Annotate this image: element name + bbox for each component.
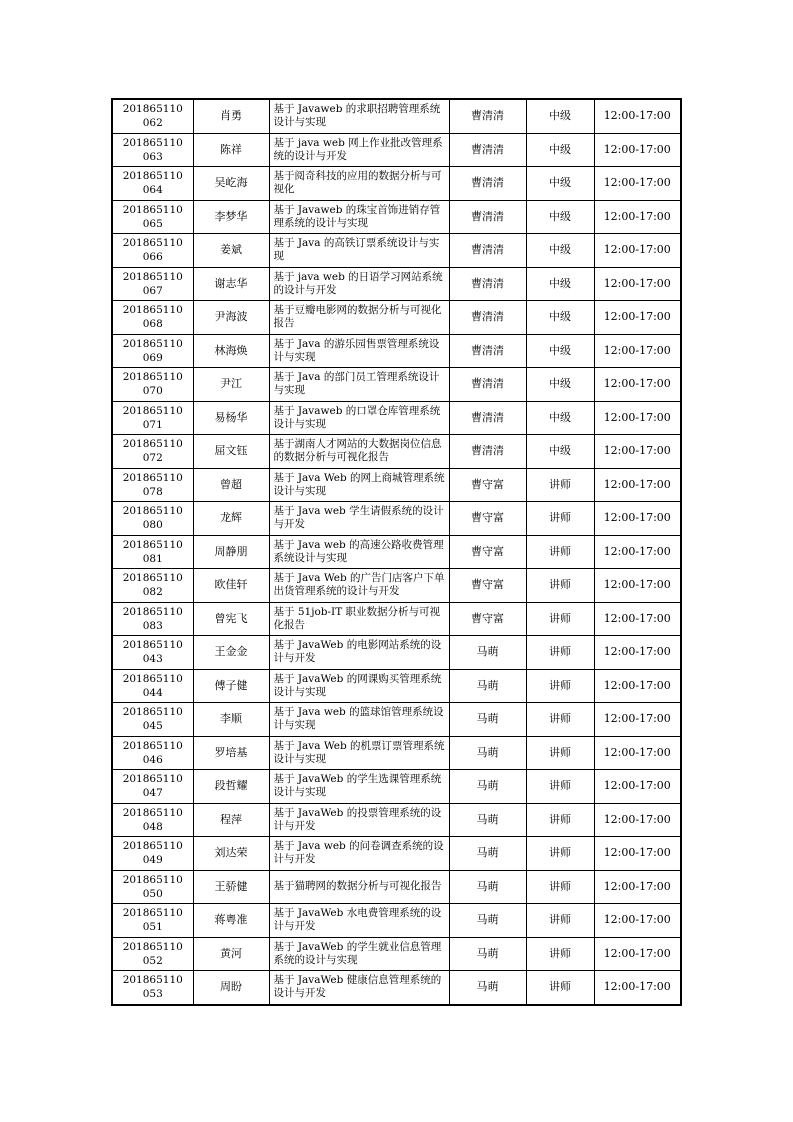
advisor-cell: 马萌 [449,770,526,804]
time-slot-cell: 12:00-17:00 [594,669,681,703]
time-slot-cell: 12:00-17:00 [594,401,681,435]
thesis-topic-cell: 基于 Java Web 的机票订票管理系统设计与实现 [269,736,449,770]
student-id-line2: 065 [142,217,163,230]
student-name-cell: 段哲耀 [193,770,269,804]
thesis-topic-cell: 基于 JavaWeb 的网课购买管理系统设计与实现 [269,669,449,703]
student-id-line1: 201865110 [122,371,183,384]
student-id-line2: 045 [142,720,163,733]
thesis-topic-cell: 基于 Java web 学生请假系统的设计与开发 [269,502,449,536]
student-id-line1: 201865110 [122,304,183,317]
time-slot-cell: 12:00-17:00 [594,435,681,469]
advisor-cell: 马萌 [449,669,526,703]
student-id-line1: 201865110 [122,840,183,853]
student-id-line2: 071 [142,418,163,431]
table-row [112,669,681,703]
student-id-cell [112,334,193,368]
student-id-line2: 047 [142,787,163,800]
student-name-cell: 易杨华 [193,401,269,435]
table-row [112,904,681,938]
student-id-line1: 201865110 [122,974,183,987]
student-name-cell: 刘达荣 [193,837,269,871]
table-row [112,535,681,569]
time-slot-cell: 12:00-17:00 [594,803,681,837]
thesis-topic-cell: 基于 JavaWeb 的学生选课管理系统设计与实现 [269,770,449,804]
time-slot-cell: 12:00-17:00 [594,971,681,1005]
advisor-title-cell: 中级 [526,133,594,167]
time-slot-cell: 12:00-17:00 [594,636,681,670]
time-slot-cell: 12:00-17:00 [594,904,681,938]
student-id-line1: 201865110 [122,471,183,484]
advisor-cell: 曹清清 [449,435,526,469]
thesis-topic-cell: 基于 JavaWeb 的电影网站系统的设计与开发 [269,636,449,670]
student-id-cell [112,234,193,268]
advisor-title-cell: 讲师 [526,703,594,737]
student-id-cell [112,200,193,234]
advisor-title-cell: 讲师 [526,870,594,904]
thesis-topic-cell: 基于湖南人才网站的大数据岗位信息的数据分析与可视化报告 [269,435,449,469]
student-name-cell: 龙辉 [193,502,269,536]
student-id-line2: 064 [142,184,163,197]
time-slot-cell: 12:00-17:00 [594,535,681,569]
student-id-line2: 062 [142,117,163,130]
advisor-title-cell: 中级 [526,401,594,435]
student-id-line1: 201865110 [122,438,183,451]
student-id-line1: 201865110 [122,672,183,685]
student-id-cell [112,736,193,770]
student-id-cell [112,535,193,569]
time-slot-cell: 12:00-17:00 [594,870,681,904]
table-row [112,636,681,670]
student-id-line2: 052 [142,954,163,967]
table-row [112,167,681,201]
time-slot-cell: 12:00-17:00 [594,368,681,402]
thesis-topic-cell: 基于 JavaWeb 的投票管理系统的设计与开发 [269,803,449,837]
student-name-cell: 曾超 [193,468,269,502]
table-row [112,602,681,636]
advisor-cell: 曹守富 [449,468,526,502]
advisor-title-cell: 中级 [526,334,594,368]
student-name-cell: 王金金 [193,636,269,670]
table-row [112,502,681,536]
time-slot-cell: 12:00-17:00 [594,837,681,871]
advisor-title-cell: 讲师 [526,502,594,536]
time-slot-cell: 12:00-17:00 [594,736,681,770]
advisor-cell: 曹清清 [449,99,526,133]
advisor-cell: 马萌 [449,636,526,670]
table-row [112,334,681,368]
student-id-line1: 201865110 [122,538,183,551]
student-name-cell: 屈文钰 [193,435,269,469]
student-id-line2: 070 [142,385,163,398]
student-name-cell: 李梦华 [193,200,269,234]
student-name-cell: 尹海波 [193,301,269,335]
schedule-table-body [112,99,681,1005]
student-name-cell: 吴屹海 [193,167,269,201]
student-id-cell [112,602,193,636]
table-row [112,468,681,502]
student-id-cell [112,770,193,804]
advisor-title-cell: 讲师 [526,904,594,938]
advisor-cell: 曹守富 [449,602,526,636]
student-id-cell [112,267,193,301]
student-id-cell [112,502,193,536]
student-id-line1: 201865110 [122,773,183,786]
student-name-cell: 王骄健 [193,870,269,904]
advisor-cell: 曹清清 [449,401,526,435]
advisor-title-cell: 中级 [526,301,594,335]
student-id-line2: 078 [142,485,163,498]
time-slot-cell: 12:00-17:00 [594,200,681,234]
thesis-topic-cell: 基于豆瓣电影网的数据分析与可视化报告 [269,301,449,335]
student-id-line1: 201865110 [122,639,183,652]
table-row [112,803,681,837]
thesis-topic-cell: 基于 Java Web 的广告门店客户下单出货管理系统的设计与开发 [269,569,449,603]
student-id-cell [112,703,193,737]
student-id-line1: 201865110 [122,706,183,719]
time-slot-cell: 12:00-17:00 [594,468,681,502]
time-slot-cell: 12:00-17:00 [594,301,681,335]
thesis-topic-cell: 基于 java web 网上作业批改管理系统的设计与开发 [269,133,449,167]
advisor-cell: 曹清清 [449,200,526,234]
table-row [112,435,681,469]
student-name-cell: 曾宪飞 [193,602,269,636]
time-slot-cell: 12:00-17:00 [594,937,681,971]
time-slot-cell: 12:00-17:00 [594,703,681,737]
thesis-topic-cell: 基于 Java web 的问卷调查系统的设计与开发 [269,837,449,871]
student-id-cell [112,870,193,904]
table-row [112,234,681,268]
student-id-line2: 046 [142,753,163,766]
thesis-topic-cell: 基于 Java 的高铁订票系统设计与实现 [269,234,449,268]
thesis-topic-cell: 基于 java web 的日语学习网站系统的设计与开发 [269,267,449,301]
student-name-cell: 周静朋 [193,535,269,569]
student-id-line2: 067 [142,284,163,297]
advisor-cell: 马萌 [449,971,526,1005]
advisor-cell: 曹守富 [449,535,526,569]
advisor-cell: 马萌 [449,837,526,871]
thesis-topic-cell: 基于 Java web 的高速公路收费管理系统设计与实现 [269,535,449,569]
student-name-cell: 李顺 [193,703,269,737]
table-row [112,200,681,234]
table-row [112,569,681,603]
table-row [112,368,681,402]
student-id-cell [112,99,193,133]
time-slot-cell: 12:00-17:00 [594,334,681,368]
student-id-cell [112,803,193,837]
student-id-line1: 201865110 [122,806,183,819]
student-id-cell [112,133,193,167]
student-id-cell [112,837,193,871]
advisor-cell: 曹清清 [449,133,526,167]
advisor-cell: 曹清清 [449,301,526,335]
student-id-line2: 048 [142,820,163,833]
student-id-cell [112,435,193,469]
student-id-line2: 068 [142,318,163,331]
student-id-line2: 069 [142,351,163,364]
student-id-line1: 201865110 [122,907,183,920]
student-name-cell: 蒋粤准 [193,904,269,938]
advisor-title-cell: 中级 [526,167,594,201]
time-slot-cell: 12:00-17:00 [594,569,681,603]
advisor-title-cell: 中级 [526,200,594,234]
student-id-line1: 201865110 [122,237,183,250]
student-name-cell: 黄河 [193,937,269,971]
student-id-line1: 201865110 [122,103,183,116]
student-id-line2: 082 [142,586,163,599]
advisor-cell: 马萌 [449,904,526,938]
student-id-line1: 201865110 [122,170,183,183]
student-name-cell: 姜斌 [193,234,269,268]
student-id-line2: 053 [142,988,163,1001]
advisor-title-cell: 讲师 [526,535,594,569]
advisor-cell: 马萌 [449,870,526,904]
student-id-line1: 201865110 [122,136,183,149]
student-name-cell: 肖勇 [193,99,269,133]
student-id-line2: 072 [142,452,163,465]
time-slot-cell: 12:00-17:00 [594,99,681,133]
thesis-topic-cell: 基于 Javaweb 的口罩仓库管理系统设计与实现 [269,401,449,435]
student-id-line2: 081 [142,552,163,565]
thesis-topic-cell: 基于阅奇科技的应用的数据分析与可视化 [269,167,449,201]
advisor-title-cell: 讲师 [526,803,594,837]
time-slot-cell: 12:00-17:00 [594,234,681,268]
advisor-title-cell: 中级 [526,435,594,469]
table-row [112,736,681,770]
student-name-cell: 林海焕 [193,334,269,368]
student-id-cell [112,971,193,1005]
advisor-title-cell: 讲师 [526,736,594,770]
table-row [112,971,681,1005]
student-id-cell [112,468,193,502]
thesis-topic-cell: 基于 JavaWeb 的学生就业信息管理系统的设计与实现 [269,937,449,971]
student-id-cell [112,937,193,971]
thesis-topic-cell: 基于 51job-IT 职业数据分析与可视化报告 [269,602,449,636]
advisor-title-cell: 讲师 [526,971,594,1005]
table-row [112,301,681,335]
thesis-topic-cell: 基于 Java web 的篮球馆管理系统设计与实现 [269,703,449,737]
student-id-cell [112,636,193,670]
thesis-topic-cell: 基于 Javaweb 的珠宝首饰进销存管理系统的设计与实现 [269,200,449,234]
time-slot-cell: 12:00-17:00 [594,602,681,636]
advisor-title-cell: 讲师 [526,569,594,603]
table-row [112,133,681,167]
student-name-cell: 周盼 [193,971,269,1005]
advisor-title-cell: 讲师 [526,468,594,502]
table-row [112,770,681,804]
thesis-topic-cell: 基于 JavaWeb 健康信息管理系统的设计与开发 [269,971,449,1005]
student-name-cell: 尹江 [193,368,269,402]
advisor-title-cell: 讲师 [526,602,594,636]
student-id-line2: 083 [142,619,163,632]
advisor-cell: 马萌 [449,803,526,837]
advisor-cell: 马萌 [449,736,526,770]
student-id-line1: 201865110 [122,203,183,216]
time-slot-cell: 12:00-17:00 [594,502,681,536]
advisor-cell: 曹清清 [449,234,526,268]
student-id-cell [112,167,193,201]
advisor-cell: 马萌 [449,937,526,971]
student-id-line2: 066 [142,251,163,264]
student-id-cell [112,669,193,703]
advisor-title-cell: 讲师 [526,669,594,703]
time-slot-cell: 12:00-17:00 [594,167,681,201]
advisor-title-cell: 讲师 [526,837,594,871]
student-id-cell [112,401,193,435]
time-slot-cell: 12:00-17:00 [594,770,681,804]
student-id-line2: 043 [142,653,163,666]
student-id-line1: 201865110 [122,605,183,618]
student-id-line2: 050 [142,887,163,900]
student-name-cell: 谢志华 [193,267,269,301]
student-id-cell [112,301,193,335]
advisor-cell: 马萌 [449,703,526,737]
schedule-table [111,98,682,1006]
advisor-cell: 曹清清 [449,167,526,201]
student-id-line2: 044 [142,686,163,699]
student-name-cell: 傅子健 [193,669,269,703]
time-slot-cell: 12:00-17:00 [594,133,681,167]
student-id-line2: 063 [142,150,163,163]
student-name-cell: 陈祥 [193,133,269,167]
advisor-cell: 曹守富 [449,502,526,536]
advisor-cell: 曹清清 [449,334,526,368]
thesis-topic-cell: 基于 Java 的游乐园售票管理系统设计与实现 [269,334,449,368]
advisor-cell: 曹清清 [449,368,526,402]
advisor-title-cell: 讲师 [526,636,594,670]
table-row [112,401,681,435]
student-id-line2: 049 [142,854,163,867]
student-id-line1: 201865110 [122,505,183,518]
thesis-topic-cell: 基于猫聘网的数据分析与可视化报告 [269,870,449,904]
student-id-line1: 201865110 [122,572,183,585]
table-row [112,703,681,737]
student-id-line1: 201865110 [122,739,183,752]
student-id-line2: 080 [142,519,163,532]
advisor-title-cell: 中级 [526,267,594,301]
student-name-cell: 程萍 [193,803,269,837]
thesis-topic-cell: 基于 Javaweb 的求职招聘管理系统设计与实现 [269,99,449,133]
student-id-line1: 201865110 [122,337,183,350]
student-id-line1: 201865110 [122,270,183,283]
advisor-title-cell: 讲师 [526,937,594,971]
student-id-line2: 051 [142,921,163,934]
advisor-title-cell: 中级 [526,368,594,402]
thesis-topic-cell: 基于 Java 的部门员工管理系统设计与实现 [269,368,449,402]
student-id-cell [112,368,193,402]
student-id-cell [112,904,193,938]
student-name-cell: 罗培基 [193,736,269,770]
advisor-cell: 曹清清 [449,267,526,301]
student-name-cell: 欧佳轩 [193,569,269,603]
thesis-topic-cell: 基于 JavaWeb 水电费管理系统的设计与开发 [269,904,449,938]
advisor-title-cell: 中级 [526,234,594,268]
student-id-line1: 201865110 [122,404,183,417]
table-row [112,267,681,301]
table-row [112,870,681,904]
student-id-line1: 201865110 [122,873,183,886]
time-slot-cell: 12:00-17:00 [594,267,681,301]
advisor-cell: 曹守富 [449,569,526,603]
advisor-title-cell: 中级 [526,99,594,133]
table-row [112,99,681,133]
table-row [112,937,681,971]
table-row [112,837,681,871]
student-id-line1: 201865110 [122,940,183,953]
advisor-title-cell: 讲师 [526,770,594,804]
student-id-cell [112,569,193,603]
thesis-topic-cell: 基于 Java Web 的网上商城管理系统设计与实现 [269,468,449,502]
